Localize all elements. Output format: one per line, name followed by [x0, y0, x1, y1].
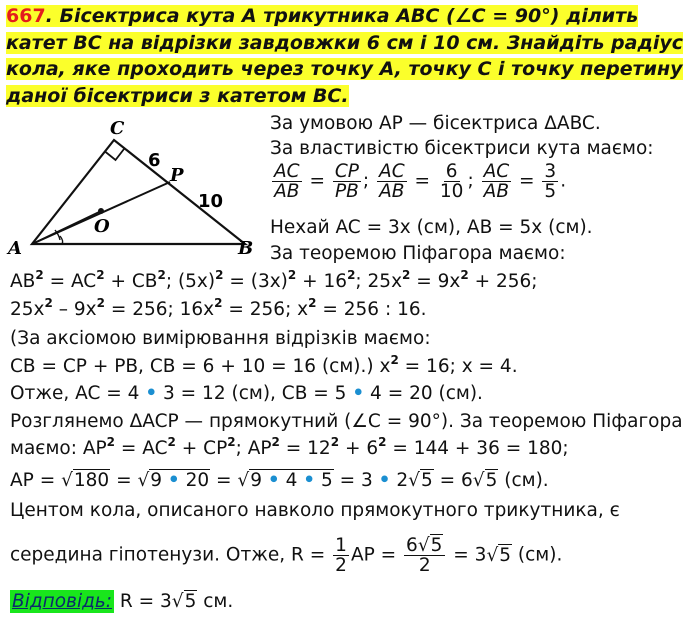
- angle-arc-1: [60, 236, 63, 244]
- solution-line-12: маємо: $AP^2 = AC^2 + CP^2$; $AP^2 = 12^2 + 6^2 = 144 + 36 = 180$;: [10, 435, 569, 459]
- solution-line-10: Отже, AC = 4 • 3 = 12 (см), CB = 5 • 4 = 20 (см).: [10, 383, 483, 404]
- solution-line-14: Центом кола, описаного навколо прямокутного трикутника, є: [10, 500, 620, 521]
- segment-ao: [32, 211, 101, 244]
- problem-highlight: [6, 5, 683, 107]
- bisector-ratio-formula: $\frac{AC}{AB}$ = $\frac{CP}{PB}$ ; $\frac{AC}{AB}$ = $\frac{6}{10}$ ; $\frac{AC}{AB}$ = $\frac{3}{5}$ .: [274, 161, 567, 202]
- label-p: P: [170, 165, 184, 186]
- solution-line-6: $AB^2 = AC^2 + CB^2$; $(5x)^2 = (3x)^2 + 16^2$; $25x^2 = 9x^2 + 256$;: [10, 268, 538, 292]
- problem-number: 667: [6, 5, 46, 27]
- answer-label: Відповідь:: [12, 591, 113, 612]
- solution-line-5: За теоремою Піфагора маємо:: [270, 243, 566, 264]
- problem-statement: [6, 3, 692, 109]
- label-a: A: [8, 238, 22, 259]
- solution-line-8: (За аксіомою вимірювання відрізків маємо:: [10, 328, 431, 349]
- right-angle-mark: [105, 149, 124, 160]
- triangle-figure: [2, 104, 267, 264]
- label-o: O: [94, 216, 110, 237]
- label-seg-6: 6: [148, 150, 161, 171]
- problem-text: . Бісектриса кута A трикутника ABC (∠C = 90°) ділить катет BC на відрізки завдовжки 6 см і 10 см. Знайдіть радіус кола, яке проходить через точку A, точку C і точку перетину даної бісектриси з катетом BC.: [6, 5, 683, 107]
- solution-line-4: Нехай AC = 3x (см), AB = 5x (см).: [270, 217, 593, 238]
- solution-line-2: За властивістю бісектриси кута маємо:: [270, 138, 654, 159]
- solution-line-7: $25x^2 - 9x^2 = 256$; $16x^2 = 256$; $x^2 = 256$ : 16.: [10, 296, 427, 320]
- label-c: C: [110, 118, 125, 139]
- answer-line: Відповідь: R = 3√5 см.: [12, 591, 234, 612]
- solution-line-9: CB = CP + PB, CB = 6 + 10 = 16 (см).) $x^2 = 16$; x = 4.: [10, 353, 518, 377]
- solution-line-15: середина гіпотенузи. Отже, R = $\frac{1}{2}$ AP = $\frac{6√5}{2}$ = 3√5 (см).: [10, 535, 563, 576]
- point-o: [98, 208, 104, 214]
- label-seg-10: 10: [198, 191, 224, 212]
- solution-line-1: За умовою AP — бісектриса ΔABC.: [270, 113, 601, 134]
- label-b: B: [238, 238, 254, 259]
- solution-line-11: Розглянемо ΔACP — прямокутний (∠C = 90°). За теоремою Піфагора: [10, 411, 683, 432]
- solution-line-13: AP = √180 = √9 • 20 = √9 • 4 • 5 = 3 • 2√5 = 6√5 (см).: [10, 470, 549, 491]
